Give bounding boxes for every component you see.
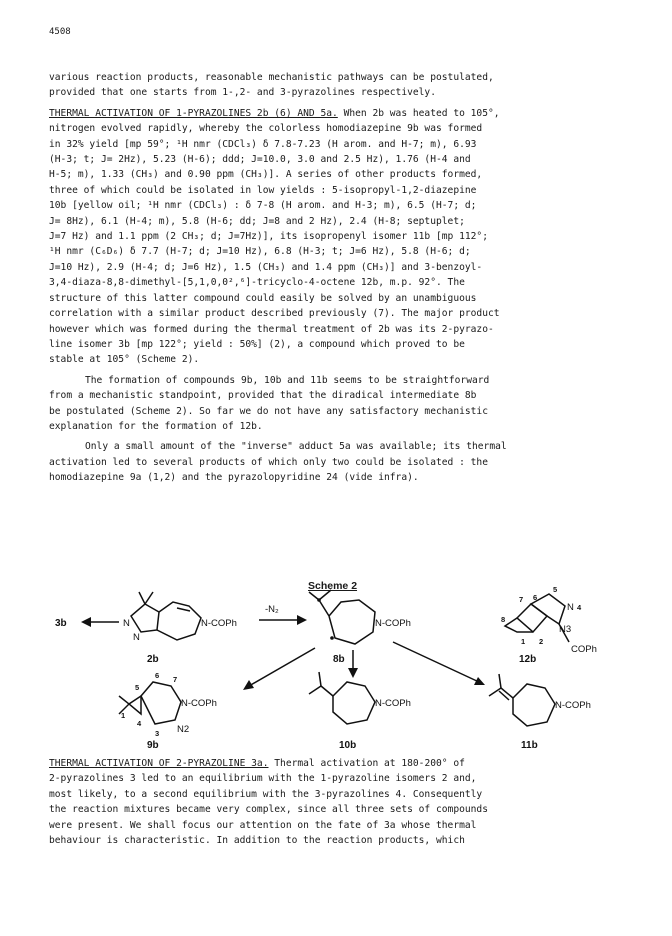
text-line: H-5; m), 1.33 (CH₃) and 0.90 ppm (CH₃)]. A series of other products formed, [49, 169, 483, 181]
body-text-top [49, 70, 627, 486]
diazepine-ring [513, 684, 555, 726]
text-line: homodiazepine 9a (1,2) and the pyrazolopyridine 24 (vide infra). [49, 472, 419, 484]
text-line: provided that one starts from 1-,2- and 3-pyrazolines respectively. [49, 87, 436, 99]
section-1-first-line [49, 106, 627, 121]
atom-number: 1 [121, 711, 126, 720]
text-line: 10b [yellow oil; ¹H nmr (CDCl₃) : δ 7-8 (H arom. and H-3; m), 6.5 (H-7; d; [49, 200, 477, 212]
isopropyl-bond [309, 686, 321, 694]
text-line: from a mechanistic standpoint, provided that the diradical intermediate 8b [49, 390, 477, 402]
page-number: 4508 [49, 27, 71, 37]
arrow-to-9b [249, 648, 315, 686]
text-line: behaviour is characteristic. In addition to the reaction products, which [49, 835, 465, 847]
text-line: were present. We shall focus our attention on the fate of 3a whose thermal [49, 819, 477, 831]
text-line: J=10 Hz), 2.9 (H-4; d; J=6 Hz), 1.5 (CH₃) and 1.4 ppm (CH₃)] and 3-benzoyl- [49, 261, 483, 273]
atom-n: N [133, 632, 140, 643]
isopropyl-bond [319, 672, 321, 686]
text-line: J=7 Hz) and 1.1 ppm (2 CH₃; d; J=7Hz)], its isopropenyl isomer 11b [mp 112°; [49, 231, 488, 243]
text-line: explanation for the formation of 12b. [49, 420, 263, 432]
atom-number: 3 [155, 729, 160, 738]
text-line: be postulated (Scheme 2). So far we do not have any satisfactory mechanistic [49, 405, 488, 417]
arrowhead [348, 668, 358, 678]
text-line: in 32% yield [mp 59°; ¹H nmr (CDCl₃) δ 7.8-7.23 (H arom. and H-7; m), 6.93 [49, 138, 477, 150]
structure-2b [123, 592, 237, 643]
text-line: 3,4-diaza-8,8-dimethyl-[5,1,0,0²,⁶]-tricyclo-4-octene 12b, m.p. 92°. The [49, 277, 465, 289]
text-line: correlation with a similar product described previously (7). The major product [49, 308, 500, 320]
compound-label-11b: 11b [521, 740, 538, 750]
methyl-bond [119, 696, 129, 704]
isopropenyl-bond [501, 688, 513, 698]
structure-11b [489, 674, 591, 726]
atom-number: 5 [135, 683, 140, 692]
atom-number: 2 [539, 637, 544, 646]
atom-number: 1 [521, 637, 526, 646]
diazepine-ring [141, 682, 181, 724]
structure-9b [119, 671, 217, 738]
text-line: ¹H nmr (C₆D₆) δ 7.7 (H-7; d; J=10 Hz), 6.8 (H-3; t; J=6 Hz), 5.8 (H-6; d; [49, 246, 471, 258]
structure-12b [501, 586, 597, 655]
double-bond [177, 608, 190, 611]
text-line: 2-pyrazolines 3 led to an equilibrium with the 1-pyrazoline isomers 2 and, [49, 773, 477, 785]
isopropyl-bond [309, 592, 319, 600]
radical-dot [330, 636, 334, 640]
text-line: the reaction mixtures became very complex, since all three sets of compounds [49, 804, 488, 816]
arrow-label-minus-n2: -N₂ [265, 604, 279, 615]
text-line: most likely, to a second equilibrium with the 3-pyrazolines 4. Consequently [49, 788, 483, 800]
compound-label-2b: 2b [147, 654, 159, 665]
compound-label-3b: 3b [55, 618, 67, 629]
body-text-bottom [49, 756, 627, 848]
section-heading: THERMAL ACTIVATION OF 1-PYRAZOLINES 2b (6) AND 5a. [49, 107, 338, 119]
isopropyl-bond [321, 686, 333, 696]
text-line: The formation of compounds 9b, 10b and 11b seems to be straightforward [85, 374, 490, 386]
text-line: stable at 105° (Scheme 2). [49, 354, 200, 366]
atom-n: N [567, 602, 574, 613]
atom-n-substituent: N-COPh [375, 698, 411, 709]
scheme-title: Scheme 2 [308, 580, 358, 592]
isopropenyl-double-bond [499, 691, 509, 700]
atom-n: N [123, 618, 130, 629]
atom-number: 6 [155, 671, 160, 680]
atom-n-substituent: N-COPh [201, 618, 237, 629]
methyl-bond [145, 592, 153, 604]
text-line: structure of this latter compound could easily be solved by an unambiguous [49, 292, 477, 304]
cyclopropane-ring [129, 696, 141, 714]
atom-number: 6 [533, 593, 538, 602]
radical-dot [317, 598, 321, 602]
text-line: (H-3; t; J= 2Hz), 5.23 (H-6); ddd; J=10.0, 3.0 and 2.5 Hz), 1.76 (H-4 and [49, 154, 471, 166]
text-line: various reaction products, reasonable mechanistic pathways can be postulated, [49, 72, 494, 83]
text-line: Only a small amount of the "inverse" adduct 5a was available; its thermal [85, 441, 507, 453]
atom-n-substituent: N-COPh [181, 698, 217, 709]
atom-number: 8 [501, 615, 506, 624]
atom-n-substituent: N-COPh [375, 618, 411, 629]
compound-label-8b: 8b [333, 654, 345, 665]
atom-number: 4 [577, 603, 582, 612]
arrowhead [243, 680, 254, 690]
text-line: activation led to several products of which only two could be isolated : the [49, 456, 488, 468]
atom-n2: N2 [177, 724, 190, 735]
atom-number: 4 [137, 719, 142, 728]
text-line: line isomer 3b [mp 122°; yield : 50%] (2), a compound which proved to be [49, 338, 465, 350]
isopropyl-bond [319, 600, 329, 616]
isopropenyl-bond [499, 674, 501, 688]
pyrazoline-ring [131, 604, 159, 632]
text-line: however which was formed during the thermal treatment of 2b was its 2-pyrazo- [49, 323, 494, 335]
section-heading: THERMAL ACTIVATION OF 2-PYRAZOLINE 3a. [49, 758, 269, 769]
arrow-to-11b [393, 642, 479, 682]
diradical-ring [329, 600, 375, 644]
substituent: COPh [571, 644, 597, 655]
text-line: Thermal activation at 180-200° of [268, 758, 465, 769]
compound-label-12b: 12b [519, 654, 537, 665]
text-line: When 2b was heated to 105°, [337, 107, 500, 119]
atom-n-substituent: N-COPh [555, 700, 591, 711]
compound-label-10b: 10b [339, 740, 357, 750]
isopropyl-bond [319, 590, 331, 600]
compound-label-9b: 9b [147, 740, 159, 750]
structure-8b [309, 590, 411, 644]
atom-number: 7 [173, 675, 178, 684]
cyclobutane-ring [517, 604, 547, 632]
reaction-scheme [49, 586, 629, 750]
text-line: J= 8Hz), 6.1 (H-4; m), 5.8 (H-6; dd; J=8 and 2 Hz), 2.4 (H-8; septuplet; [49, 215, 465, 227]
atom-number: 7 [519, 595, 524, 604]
arrowhead [81, 617, 91, 627]
section-2-first-line [49, 756, 627, 771]
text-line: three of which could be isolated in low yields : 5-isopropyl-1,2-diazepine [49, 184, 477, 196]
text-line: nitrogen evolved rapidly, whereby the colorless homodiazepine 9b was formed [49, 123, 483, 135]
diazepine-ring [333, 682, 375, 724]
structure-10b [309, 672, 411, 724]
methyl-bond [139, 592, 145, 604]
arrowhead [297, 615, 307, 625]
atom-number: 5 [553, 586, 558, 594]
atom-n3: N3 [559, 624, 572, 635]
